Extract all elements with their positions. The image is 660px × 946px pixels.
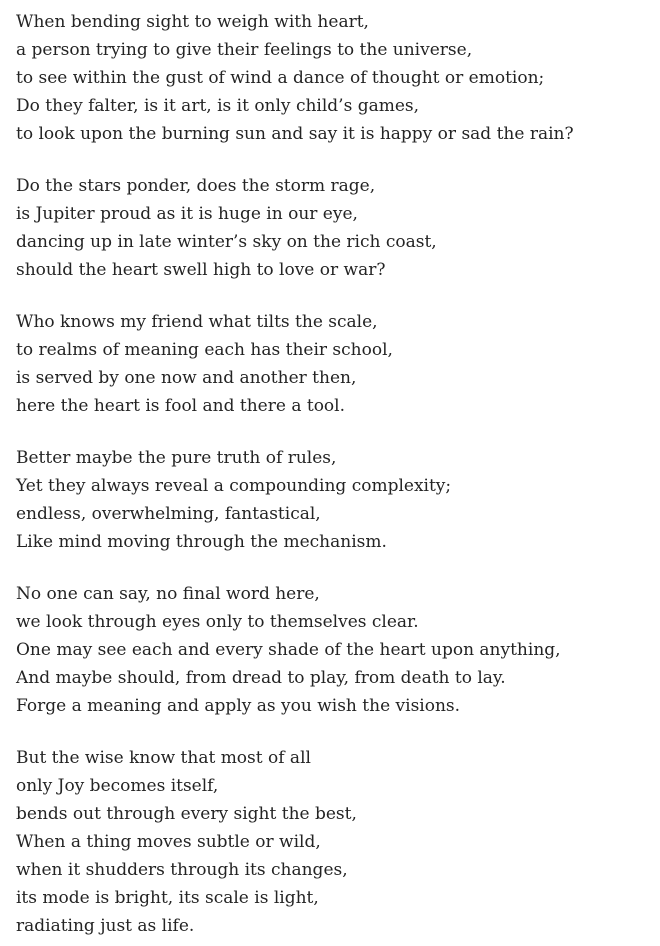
poem-line: No one can say, no final word here, [16,584,320,604]
poem-line: its mode is bright, its scale is light, [16,888,319,908]
poem-line: Like mind moving through the mechanism. [16,532,387,552]
poem-line: when it shudders through its changes, [16,860,348,880]
stanza [16,580,656,720]
poem-line: is Jupiter proud as it is huge in our eye, [16,204,358,224]
poem-line: Forge a meaning and apply as you wish the visions. [16,696,461,716]
poem-line: Better maybe the pure truth of rules, [16,448,337,468]
poem-line: bends out through every sight the best, [16,804,357,824]
stanza [16,744,656,940]
poem-line: Do they falter, is it art, is it only child’s games, [16,96,420,116]
poem-line: only Joy becomes itself, [16,776,219,796]
poem-line: a person trying to give their feelings to the universe, [16,40,473,60]
poem-line: Who knows my friend what tilts the scale, [16,312,378,332]
poem-line: When bending sight to weigh with heart, [16,12,369,32]
stanza [16,8,656,148]
poem-line: to look upon the burning sun and say it is happy or sad the rain? [16,124,574,144]
poem-line: to see within the gust of wind a dance of thought or emotion; [16,68,545,88]
poem-line: One may see each and every shade of the heart upon anything, [16,640,561,660]
poem-line: here the heart is fool and there a tool. [16,396,346,416]
poem-line: radiating just as life. [16,916,195,936]
poem-line: we look through eyes only to themselves clear. [16,612,419,632]
poem-line: should the heart swell high to love or war? [16,260,386,280]
poem-line: Do the stars ponder, does the storm rage, [16,176,376,196]
poem-line: to realms of meaning each has their school, [16,340,393,360]
poem-line: And maybe should, from dread to play, from death to lay. [16,668,506,688]
poem-line: Yet they always reveal a compounding complexity; [16,476,452,496]
poem-line: But the wise know that most of all [16,748,311,768]
stanza [16,444,656,556]
poem-body [16,8,656,940]
stanza [16,308,656,420]
poem-line: endless, overwhelming, fantastical, [16,504,321,524]
stanza [16,172,656,284]
poem-line: dancing up in late winter’s sky on the rich coast, [16,232,437,252]
poem-line: is served by one now and another then, [16,368,357,388]
poem-line: When a thing moves subtle or wild, [16,832,321,852]
